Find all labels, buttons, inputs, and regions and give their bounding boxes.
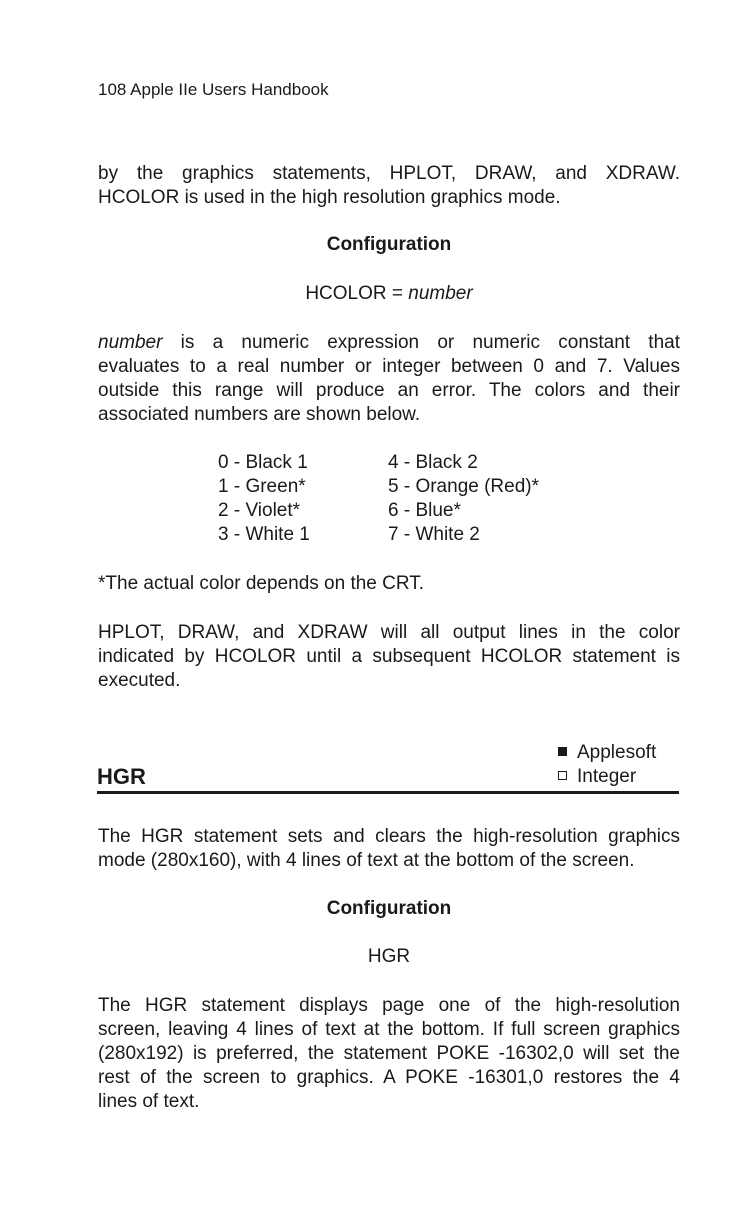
color-entry: 7 - White 2 (388, 524, 480, 545)
syntax-param: number (408, 283, 473, 304)
page-number: 108 (98, 80, 127, 99)
color-column-left (218, 451, 310, 547)
text-line: The HGR statement displays page one of the high-resolution (98, 995, 680, 1016)
text-line: by the graphics statements, HPLOT, DRAW, and XDRAW. (98, 163, 680, 184)
param-name: number (98, 332, 163, 353)
applesoft-badge (558, 742, 656, 764)
text-line: screen, leaving 4 lines of text at the bottom. If full screen graphics (98, 1019, 680, 1040)
hgr-config-heading: Configuration (326, 898, 452, 919)
hcolor-intro-paragraph (98, 162, 680, 210)
hcolor-closing-paragraph (98, 621, 680, 693)
color-entry: 1 - Green* (218, 476, 306, 497)
text-line: lines of text. (98, 1091, 200, 1112)
color-entry: 5 - Orange (Red)* (388, 476, 540, 497)
color-column-right (388, 451, 539, 547)
color-entry: 2 - Violet* (218, 500, 301, 521)
text-line: The HGR statement sets and clears the high-resolution graphics (98, 826, 680, 847)
book-title: Apple IIe Users Handbook (130, 80, 329, 99)
section-divider (97, 791, 679, 794)
text-line: evaluates to a real number or integer between 0 and 7. Values (98, 356, 680, 377)
filled-square-icon (558, 747, 567, 756)
hgr-section-title: HGR (97, 764, 146, 789)
applesoft-label: Applesoft (577, 742, 657, 763)
color-entry: 0 - Black 1 (218, 452, 308, 473)
hgr-syntax: HGR (367, 946, 411, 967)
text-line: (280x192) is preferred, the statement POKE -16302,0 will set the (98, 1043, 680, 1064)
color-entry: 3 - White 1 (218, 524, 310, 545)
color-table (218, 451, 598, 551)
hcolor-syntax (98, 283, 680, 305)
color-footnote (98, 572, 680, 596)
color-entry: 4 - Black 2 (388, 452, 478, 473)
color-entry: 6 - Blue* (388, 500, 461, 521)
text-line: outside this range will produce an error. The colors and their (98, 380, 680, 401)
text-line: executed. (98, 670, 181, 691)
text-line: rest of the screen to graphics. A POKE -16301,0 restores the 4 (98, 1067, 680, 1088)
empty-square-icon (558, 771, 567, 780)
page-header (98, 80, 329, 100)
text-line: *The actual color depends on the CRT. (98, 573, 425, 594)
text-line: HPLOT, DRAW, and XDRAW will all output lines in the color (98, 622, 680, 643)
text-line: associated numbers are shown below. (98, 404, 421, 425)
syntax-keyword: HCOLOR = (305, 283, 409, 304)
hcolor-config-heading: Configuration (326, 234, 452, 255)
integer-badge (558, 766, 636, 788)
text-line (98, 331, 680, 355)
hgr-description-paragraph (98, 994, 680, 1114)
hgr-intro-paragraph (98, 825, 680, 873)
text-fragment: is a numeric expression or numeric constant that (162, 332, 680, 353)
text-line: indicated by HCOLOR until a subsequent HCOLOR statement is (98, 646, 680, 667)
integer-label: Integer (577, 766, 637, 787)
text-line: HCOLOR is used in the high resolution graphics mode. (98, 187, 561, 208)
text-line: mode (280x160), with 4 lines of text at the bottom of the screen. (98, 850, 635, 871)
hcolor-description-paragraph (98, 331, 680, 427)
